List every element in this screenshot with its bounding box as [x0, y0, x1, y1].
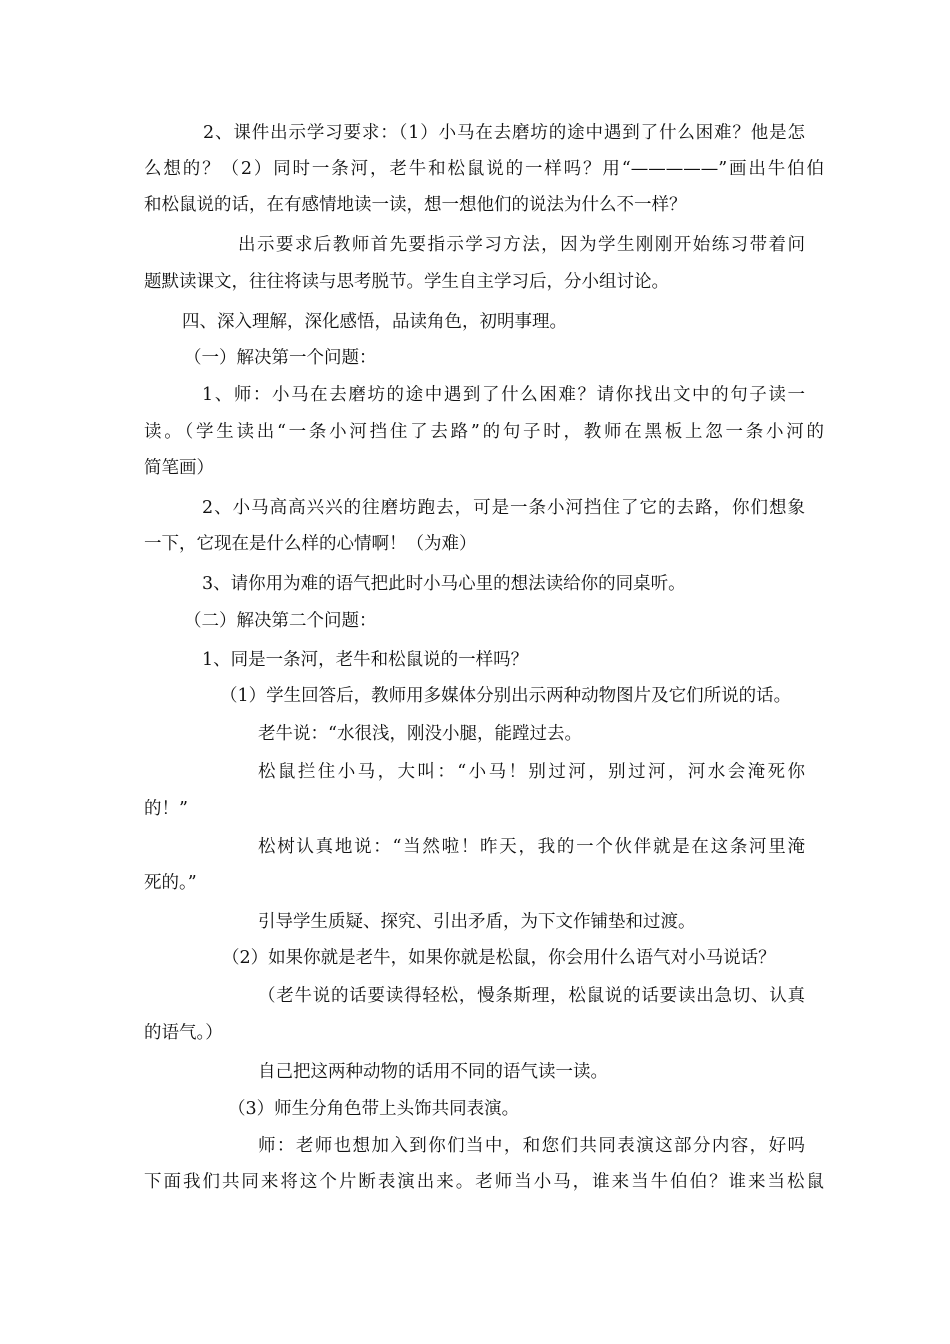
subsection-heading: （二）解决第二个问题：	[184, 611, 377, 631]
text-line: 1、同是一条河，老牛和松鼠说的一样吗？	[202, 650, 529, 670]
text-line: 下面我们共同来将这个片断表演出来。老师当小马，谁来当牛伯伯？谁来当松鼠	[144, 1172, 824, 1192]
text-line: 读。（学生读出“一条小河挡住了去路”的句子时，教师在黑板上忽一条小河的	[144, 422, 824, 442]
text-line: 出示要求后教师首先要指示学习方法，因为学生刚刚开始练习带着问	[238, 235, 805, 255]
quote-line: 死的。”	[144, 873, 197, 893]
text-line: 一下，它现在是什么样的心情啊！（为难）	[144, 534, 477, 554]
text-line: （老牛说的话要读得轻松，慢条斯理，松鼠说的话要读出急切、认真	[258, 986, 805, 1006]
text-line: 简笔画）	[144, 458, 214, 478]
text-line: 3、请你用为难的语气把此时小马心里的想法读给你的同桌听。	[202, 574, 686, 594]
quote-line: 老牛说：“水很浅，刚没小腿，能蹚过去。	[258, 724, 582, 744]
text-line: 2、课件出示学习要求：（1）小马在去磨坊的途中遇到了什么困难？他是怎	[203, 123, 805, 143]
subsection-heading: （一）解决第一个问题：	[184, 348, 377, 368]
text-line: 和松鼠说的话，在有感情地读一读，想一想他们的说法为什么不一样？	[144, 195, 687, 215]
text-line: 师：老师也想加入到你们当中，和您们共同表演这部分内容，好吗	[258, 1136, 805, 1156]
text-line: 自己把这两种动物的话用不同的语气读一读。	[258, 1062, 608, 1082]
section-heading: 四、深入理解，深化感悟，品读角色，初明事理。	[182, 312, 567, 332]
quote-line: 松树认真地说：“当然啦！昨天，我的一个伙伴就是在这条河里淹	[258, 837, 805, 857]
text-line: 2、小马高高兴兴的往磨坊跑去，可是一条小河挡住了它的去路，你们想象	[202, 498, 805, 518]
text-line: 么想的？（2）同时一条河，老牛和松鼠说的一样吗？用“—————”画出牛伯伯	[144, 159, 824, 179]
text-line: 引导学生质疑、探究、引出矛盾，为下文作铺垫和过渡。	[258, 912, 696, 932]
text-line: （3）师生分角色带上头饰共同表演。	[228, 1099, 520, 1119]
text-line: 题默读课文，往往将读与思考脱节。学生自主学习后，分小组讨论。	[144, 272, 669, 292]
text-line: 1、师：小马在去磨坊的途中遇到了什么困难？请你找出文中的句子读一	[202, 385, 805, 405]
quote-line: 的！”	[144, 799, 188, 819]
quote-line: 松鼠拦住小马，大叫：“小马！别过河，别过河，河水会淹死你	[258, 762, 805, 782]
text-line: （1）学生回答后，教师用多媒体分别出示两种动物图片及它们所说的话。	[220, 686, 792, 706]
text-line: 的语气。）	[144, 1023, 223, 1043]
text-line: （2）如果你就是老牛，如果你就是松鼠，你会用什么语气对小马说话？	[222, 948, 776, 968]
